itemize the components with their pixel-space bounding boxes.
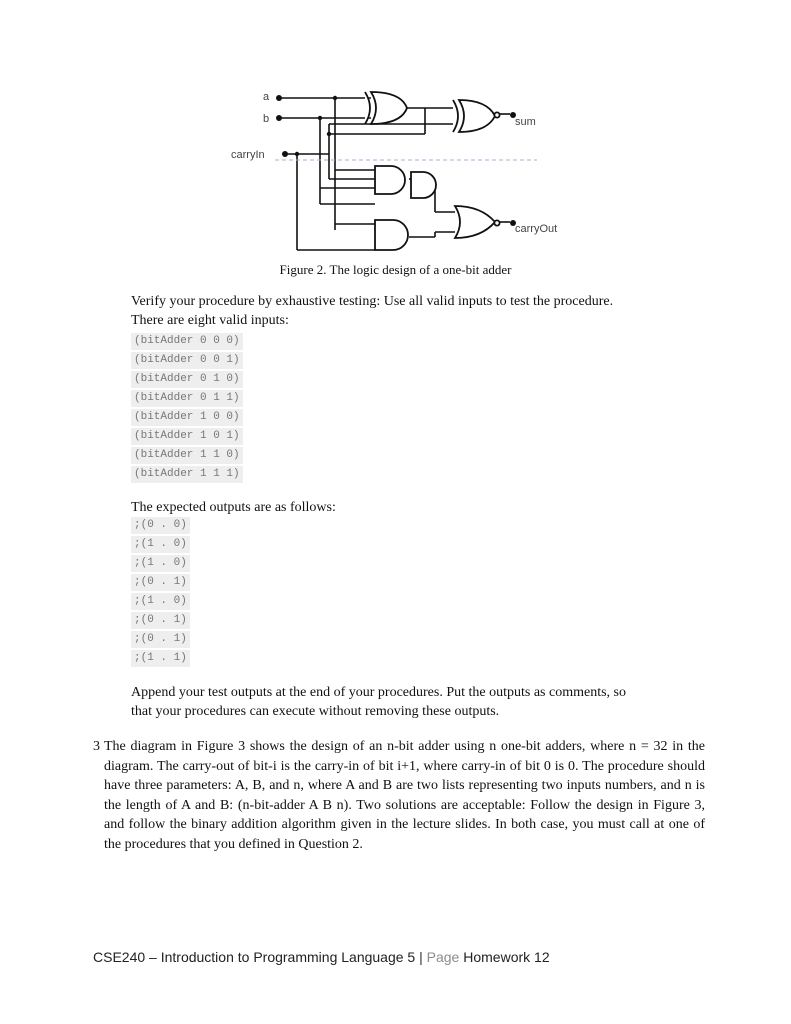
footer-page-label: Page bbox=[426, 949, 460, 965]
code-line: ;(0 . 0) bbox=[131, 517, 190, 534]
code-line: ;(1 . 0) bbox=[131, 555, 190, 572]
code-line: (bitAdder 1 0 0) bbox=[131, 409, 243, 426]
code-line: ;(0 . 1) bbox=[131, 612, 190, 629]
verify-line-1: Verify your procedure by exhaustive testing: Use all valid inputs to test the procedure. bbox=[131, 294, 614, 309]
code-line: ;(0 . 1) bbox=[131, 631, 190, 648]
footer-separator: | bbox=[419, 949, 423, 965]
code-line: (bitAdder 0 0 0) bbox=[131, 333, 243, 350]
code-line: (bitAdder 1 1 0) bbox=[131, 447, 243, 464]
code-line: (bitAdder 1 0 1) bbox=[131, 428, 243, 445]
one-bit-adder-diagram bbox=[225, 84, 565, 260]
question-3-text: The diagram in Figure 3 shows the design of an n-bit adder using n one-bit adders, where n = 32 in the diagram. The carry-out of bit-i is the carry-in of bit i+1, where carry-in of bit 0 is 0. The procedure should have three parameters: A, B, and n, where A and B are two lists representing two inputs numbers, and n is the length of A and B: (n-bit-adder A B n). Two solutions are acceptable: Follow the design in Figure 3, and follow the binary addition algorithm given in the lecture slides. In both case, you must call at one of the procedures that you defined in Question 2. bbox=[104, 739, 705, 852]
code-line: ;(1 . 0) bbox=[131, 536, 190, 553]
verify-paragraph bbox=[131, 292, 706, 330]
code-line: (bitAdder 0 1 1) bbox=[131, 390, 243, 407]
verify-line-2: There are eight valid inputs: bbox=[131, 313, 289, 328]
question-number: 3 bbox=[93, 739, 100, 754]
page-footer bbox=[93, 949, 550, 965]
append-line-2: that your procedures can execute without removing these outputs. bbox=[131, 704, 500, 719]
input-label-b: b bbox=[263, 113, 270, 125]
expected-outputs-code-block bbox=[131, 517, 190, 669]
expected-outputs-heading: The expected outputs are as follows: bbox=[131, 500, 336, 515]
code-line: (bitAdder 1 1 1) bbox=[131, 466, 243, 483]
figure-caption: Figure 2. The logic design of a one-bit adder bbox=[279, 262, 512, 277]
code-line: (bitAdder 0 0 1) bbox=[131, 352, 243, 369]
footer-page-value: Homework 12 bbox=[463, 949, 550, 965]
output-label-carry-out: carryOut bbox=[515, 223, 558, 235]
code-line: ;(1 . 0) bbox=[131, 593, 190, 610]
append-line-1: Append your test outputs at the end of your procedures. Put the outputs as comments, so bbox=[131, 685, 626, 700]
code-line: (bitAdder 0 1 0) bbox=[131, 371, 243, 388]
code-line: ;(0 . 1) bbox=[131, 574, 190, 591]
code-line: ;(1 . 1) bbox=[131, 650, 190, 667]
append-paragraph bbox=[131, 683, 706, 721]
question-3 bbox=[93, 737, 705, 854]
test-inputs-code-block bbox=[131, 333, 243, 485]
output-label-sum: sum bbox=[515, 116, 536, 128]
footer-course: CSE240 – Introduction to Programming Language 5 bbox=[93, 949, 416, 965]
input-label-a: a bbox=[263, 91, 270, 103]
input-label-carry-in: carryIn bbox=[231, 149, 265, 161]
